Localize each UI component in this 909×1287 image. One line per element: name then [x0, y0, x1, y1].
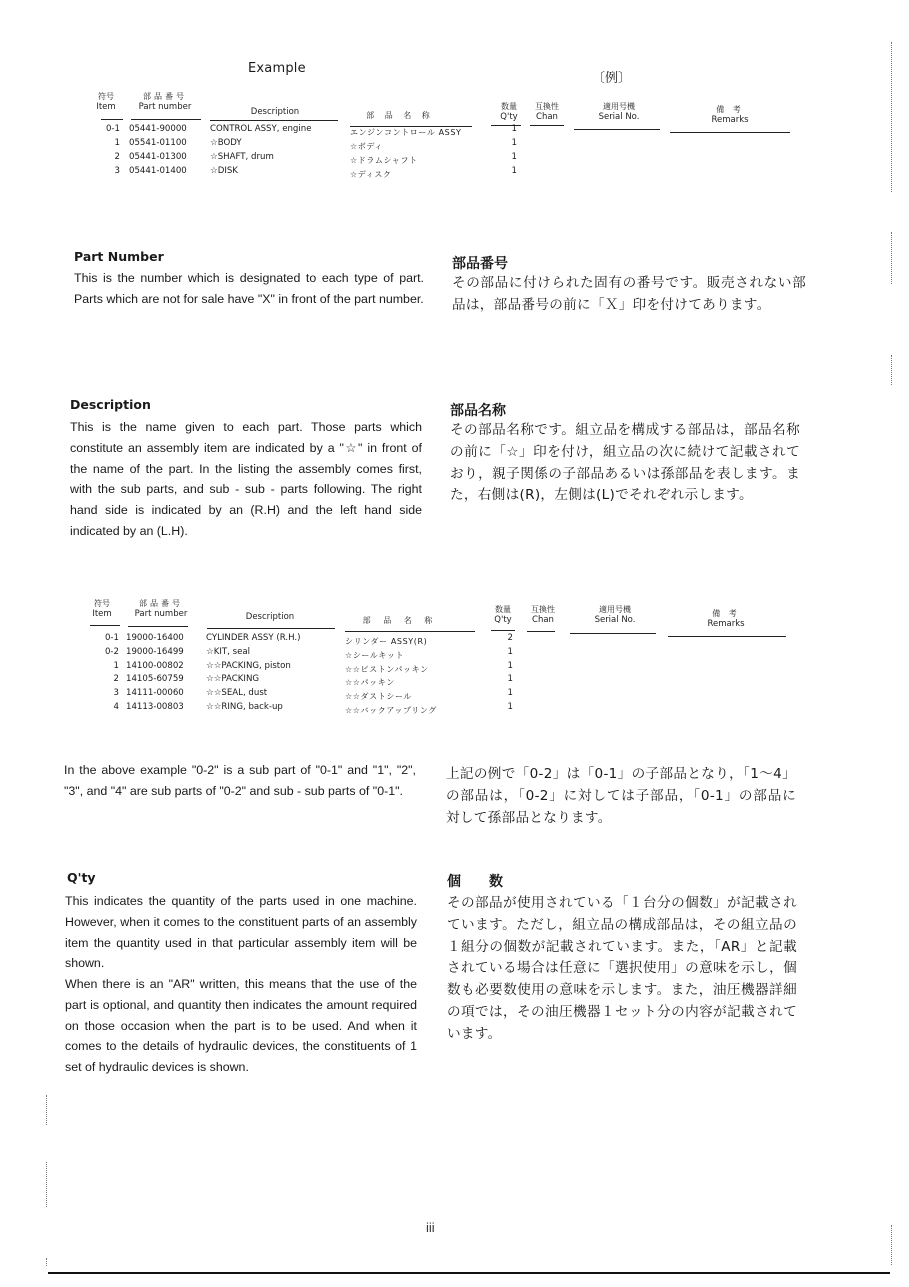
scan-edge-mark: [46, 1258, 47, 1266]
header-description: Description: [245, 612, 295, 622]
name-jp-cell: ☆シールキット: [345, 650, 405, 660]
item-cell: 1: [113, 660, 119, 671]
part-number-heading: Part Number: [74, 249, 164, 264]
example-table-1: [0, 0, 909, 200]
part-number-heading-jp: 部品番号: [452, 256, 508, 272]
header-remarks: 備 考 Remarks: [711, 105, 749, 125]
qty-cell: 1: [511, 166, 517, 176]
scan-edge-mark: [891, 232, 892, 284]
part-number-cell: 05441-01400: [129, 166, 187, 176]
header-rule: [491, 630, 515, 631]
name-jp-cell: シリンダー ASSY(R): [345, 637, 428, 646]
qty-cell: 1: [511, 152, 517, 162]
header-serial: 適用号機 Serial No.: [594, 605, 636, 625]
header-item: 符号 Item: [96, 92, 116, 112]
qty-cell: 1: [507, 674, 513, 685]
header-part-number: 部品番号 Part number: [134, 599, 188, 619]
qty-cell: 1: [511, 124, 517, 134]
header-name-jp: 部 品 名 称: [366, 111, 434, 120]
header-part-number: 部品番号 Part number: [138, 92, 192, 112]
description-cell: ☆☆PACKING, piston: [206, 660, 291, 671]
description-cell: ☆☆PACKING: [206, 674, 260, 685]
header-rule: [210, 120, 338, 121]
qty-cell: 1: [507, 702, 513, 712]
description-cell: ☆☆SEAL, dust: [206, 688, 268, 699]
item-cell: 0-1: [105, 124, 120, 134]
description-body: This is the name given to each part. Those parts which constitute an assembly item are indicated by a "☆" in front of the name of the part. In the listing the assembly comes first, with the sub parts, and sub - sub - parts following. The right hand side is indicated by an (R.H) and the left hand side indicated by an (L.H).: [70, 420, 422, 538]
scan-edge-mark: [891, 355, 892, 385]
qty-cell: 1: [507, 660, 513, 671]
header-rule: [131, 119, 201, 120]
scan-edge-mark: [891, 42, 892, 192]
name-jp-cell: エンジンコントロール ASSY: [350, 128, 462, 137]
header-chan: 互換性 Chan: [535, 102, 559, 122]
scan-edge-mark: [891, 1225, 892, 1265]
qty-cell: 1: [507, 646, 513, 657]
description-cell: CONTROL ASSY, engine: [210, 124, 312, 134]
description-body-jp: その部品名称です。組立品を構成する部品は，部品名称の前に「☆」印を付け，組立品の次に続けて記載されており，親子関係の子部品あるいは孫部品を表します。また，右側は(R)，左側は(L)でそれぞれ示します。: [450, 422, 800, 504]
item-cell: 0-2: [104, 646, 119, 657]
description-cell: ☆☆RING, back-up: [206, 702, 283, 712]
table-row: [0, 687, 909, 701]
part-number-cell: 14100-00802: [126, 660, 184, 671]
item-cell: 4: [113, 702, 119, 712]
part-number-body-jp: その部品に付けられた固有の番号です。販売されない部品は，部品番号の前に「Ｘ」印を付けてあります。: [452, 275, 806, 313]
example-note-body: In the above example "0-2" is a sub part of "0-1" and "1", "2", "3", and "4" are sub parts of "0-2" and sub - sub parts of "0-1".: [64, 763, 416, 798]
header-rule: [101, 119, 123, 120]
example-note-body-jp: 上記の例で「0-2」は「0-1」の子部品となり，「1～4」の部品は，「0-2」に対しては子部品，「0-1」の部品に対して孫部品となります。: [446, 766, 796, 826]
description-cell: ☆KIT, seal: [206, 646, 251, 657]
qty-heading: Q'ty: [67, 870, 96, 885]
table-row: [0, 646, 909, 660]
description-heading-jp: 部品名称: [450, 403, 506, 419]
bottom-rule: [48, 1272, 890, 1274]
part-number-cell: 19000-16499: [126, 646, 184, 657]
item-cell: 3: [114, 166, 120, 176]
table-row: [0, 673, 909, 687]
description-heading: Description: [70, 397, 151, 412]
scan-edge-mark: [46, 1162, 47, 1207]
name-jp-cell: ☆ボディ: [350, 142, 383, 151]
qty-cell: 2: [507, 633, 513, 643]
header-description: Description: [250, 107, 300, 117]
part-number-cell: 14105-60759: [126, 674, 184, 685]
part-number-cell: 05541-01100: [129, 138, 187, 148]
table-row: [0, 151, 909, 165]
scan-edge-mark: [46, 1095, 47, 1125]
description-cell: CYLINDER ASSY (R.H.): [206, 633, 301, 643]
example-title-jp: 〔例〕: [592, 71, 632, 86]
table-row: [0, 123, 909, 137]
header-name-jp: 部 品 名 称: [362, 616, 438, 625]
description-cell: ☆DISK: [210, 166, 238, 176]
qty-heading-jp: 個 数: [447, 874, 503, 890]
name-jp-cell: ☆☆ピストンパッキン: [345, 664, 429, 674]
item-cell: 2: [114, 152, 120, 162]
part-number-cell: 19000-16400: [126, 633, 184, 643]
item-cell: 1: [114, 138, 120, 148]
header-item: 符号 Item: [92, 599, 112, 619]
header-remarks: 備 考 Remarks: [707, 609, 745, 629]
name-jp-cell: ☆☆パッキン: [345, 678, 395, 688]
header-serial: 適用号機 Serial No.: [598, 102, 640, 122]
name-jp-cell: ☆☆バックアップリング: [345, 706, 437, 715]
name-jp-cell: ☆☆ダストシール: [345, 692, 412, 702]
table-row: [0, 165, 909, 179]
qty-body-1: This indicates the quantity of the parts used in one machine. However, when it comes to the constituent parts of an assembly item the quantity used in that particular assembly item will be shown.: [65, 894, 417, 971]
description-cell: ☆SHAFT, drum: [210, 152, 274, 162]
page-number: iii: [426, 1220, 435, 1235]
qty-cell: 1: [511, 138, 517, 148]
part-number-cell: 05441-01300: [129, 152, 187, 162]
item-cell: 0-1: [104, 633, 119, 643]
header-chan: 互換性 Chan: [531, 605, 555, 625]
part-number-cell: 14111-00060: [126, 688, 184, 699]
example-title: Example: [248, 61, 306, 76]
item-cell: 3: [113, 688, 119, 699]
part-number-cell: 05441-90000: [129, 124, 187, 134]
part-number-cell: 14113-00803: [126, 702, 184, 712]
header-rule: [90, 625, 120, 626]
qty-cell: 1: [507, 688, 513, 699]
header-qty: 数量 Q'ty: [500, 102, 518, 122]
table-row: [0, 660, 909, 674]
header-rule: [207, 628, 335, 629]
description-cell: ☆BODY: [210, 138, 242, 148]
name-jp-cell: ☆ディスク: [350, 170, 392, 179]
table-row: [0, 632, 909, 646]
qty-body-2: When there is an "AR" written, this means that the use of the part is optional, and quantity then indicates the amount required on those occasion when the part is to be used. And when it comes to the details of hydraulic devices, the constituents of 1 set of hydraulic devices is shown.: [65, 977, 417, 1075]
name-jp-cell: ☆ドラムシャフト: [350, 156, 418, 165]
table-row: [0, 701, 909, 715]
item-cell: 2: [113, 674, 119, 685]
header-qty: 数量 Q'ty: [494, 605, 512, 625]
table-row: [0, 137, 909, 151]
part-number-body: This is the number which is designated to each type of part. Parts which are not for sale have "X" in front of the part number.: [74, 271, 424, 306]
qty-body-jp: その部品が使用されている「１台分の個数」が記載されています。ただし，組立品の構成部品は，その組立品の１組分の個数が記載されています。また，「AR」と記載されている場合は任意に「選択使用」の意味を示し，個数も必要数使用の意味を示します。また，油圧機器詳細の項では，その油圧機器１セット分の内容が記載されています。: [447, 895, 797, 1042]
header-rule: [128, 626, 188, 627]
example-table-2: [0, 580, 909, 730]
